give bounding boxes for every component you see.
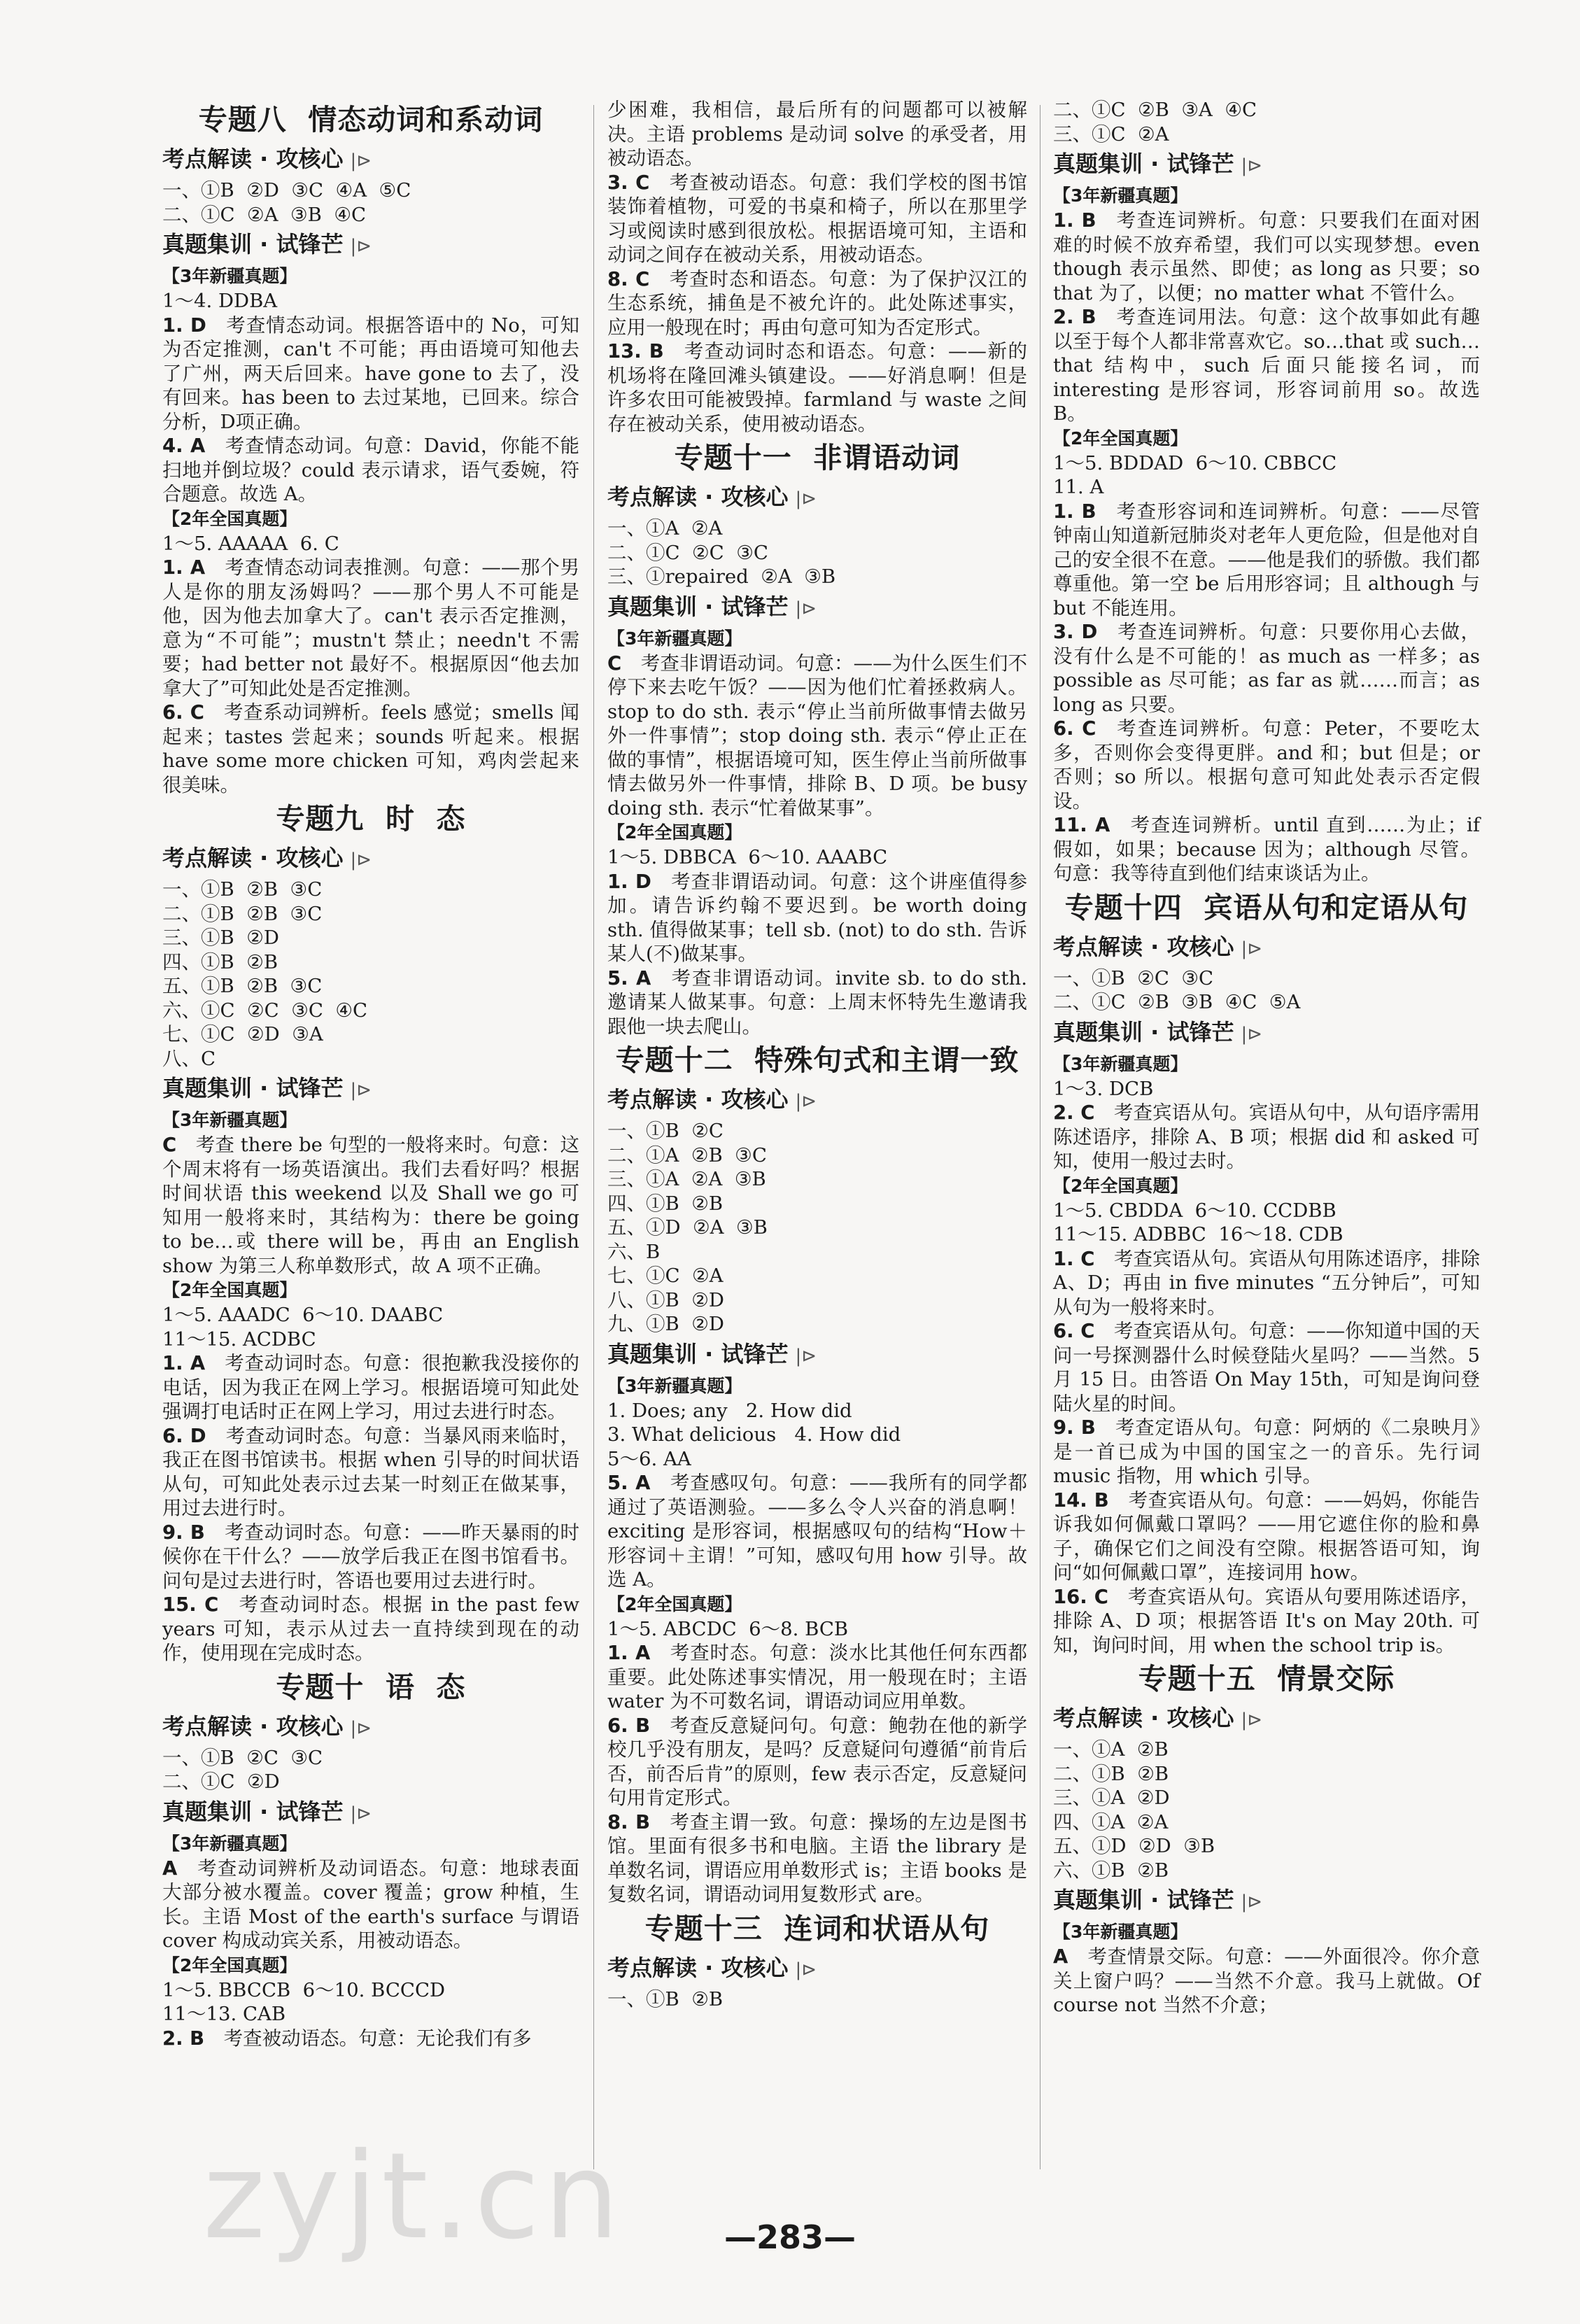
subsection-heading xyxy=(162,227,579,264)
source-tag: 【2年全国真题】 xyxy=(162,1280,297,1300)
explanation-text: 考查连词辨析。until 直到……为止；if 假如，如果；because 因为；although 尽管。句意：我等待直到他们结束谈话为止。 xyxy=(1053,814,1481,885)
explanation-item xyxy=(607,171,1027,267)
explanation-text: 考查宾语从句。句意：——你知道中国的天问一号探测器什么时候登陆火星吗？——当然。5 月 15 日。由答语 On May 15th，可知是询问登陆火星的时间。 xyxy=(1053,1320,1480,1415)
arrow-marker-icon: |⊳ xyxy=(1241,1023,1262,1045)
explanation-text: 考查感叹句。句意：——我所有的同学都通过了英语测验。——多么令人兴奋的消息啊！exciting 是形容词，根据感叹句的结构“How＋形容词＋主谓！”可知，感叹句用 how 引导。故选 A。 xyxy=(607,1472,1027,1591)
explanation-text: 考查定语从句。句意：阿炳的《二泉映月》是一首已成为中国的国宝之一的音乐。先行词 music 指物，用 which 引导。 xyxy=(1053,1416,1481,1487)
answer-line: 1～5. BBCCB 6～10. BCCCD xyxy=(162,1978,446,2001)
explanation-item xyxy=(162,1133,579,1278)
answer-line: 一、①B ②B xyxy=(607,1987,724,2010)
explanation-item xyxy=(162,1593,579,1665)
item-number: 16. C xyxy=(1053,1585,1108,1608)
answer-line: 三、①B ②D xyxy=(162,927,279,949)
answer-line: 七、①C ②D ③A xyxy=(162,1023,323,1045)
source-tag: 【3年新疆真题】 xyxy=(162,1833,297,1854)
item-number: 1. C xyxy=(1053,1247,1095,1270)
explanation-text: 考查动词时态。根据 in the past few years 可知，表示从过去一直持续到现在的动作，使用现在完成时态。 xyxy=(162,1593,579,1664)
explanation-text: 考查动词时态。句意：很抱歉我没接你的电话，因为我正在网上学习。根据语境可知此处强调打电话时正在网上学习，用过去进行时态。 xyxy=(162,1352,579,1423)
explanation-text: 少困难，我相信，最后所有的问题都可以被解决。主语 problems 是动词 solve 的承受者，用被动语态。 xyxy=(607,99,1027,169)
item-number: 6. C xyxy=(162,701,204,724)
answer-line: 二、①A ②B ③C xyxy=(607,1143,767,1167)
answer-line: 一、①A ②B xyxy=(1053,1738,1169,1761)
explanation-text: 考查连词用法。句意：这个故事如此有趣以至于每个人都非常喜欢它。so…that 或 such…that 结构中，such 后面只能接名词，而 interesting 是形容词，形容词前用 so。故选 B。 xyxy=(1053,306,1480,425)
subsection-heading xyxy=(162,1709,579,1746)
explanation-item xyxy=(1053,1101,1480,1174)
answer-line: 六、①C ②C ③C ④C xyxy=(162,999,368,1022)
explanation-item xyxy=(607,870,1027,966)
subsection-label: 考点解读 · 攻核心 xyxy=(607,484,789,510)
subsection-label: 考点解读 · 攻核心 xyxy=(607,1086,789,1113)
source-tag: 【2年全国真题】 xyxy=(1053,428,1188,449)
explanation-item xyxy=(162,2027,579,2051)
explanation-text: 考查动词时态和语态。句意：——新的机场将在隆回滩头镇建设。——好消息啊！但是许多农田可能被毁掉。farmland 与 waste 之间存在被动关系，使用被动语态。 xyxy=(607,340,1027,435)
explanation-text: 考查形容词和连词辨析。句意：——尽管钟南山知道新冠肺炎对老年人更危险，但是他对自己的安全很不在意。——他是我们的骄傲。我们都尊重他。第一空 be 后用形容词；且 although 与 but 不能连用。 xyxy=(1053,500,1480,619)
item-number: 11. A xyxy=(1053,814,1110,836)
answer-line: 八、C xyxy=(162,1047,216,1070)
explanation-text: 考查被动语态。句意：我们学校的图书馆装饰着植物，可爱的书桌和椅子，所以在那里学习或阅读时感到很放松。根据语境可知，主语和动词之间存在被动关系，用被动语态。 xyxy=(607,171,1027,266)
subsection-heading xyxy=(1053,1882,1480,1920)
item-number: 13. B xyxy=(607,340,664,362)
answer-line: 1～5. ABCDC 6～8. BCB xyxy=(607,1617,849,1640)
explanation-item xyxy=(1053,813,1480,886)
answer-line: 一、①B ②C ③C xyxy=(1053,966,1214,990)
source-tag: 【3年新疆真题】 xyxy=(1053,1053,1188,1074)
answer-line: 1～5. CBDDA 6～10. CCDBB xyxy=(1053,1199,1336,1222)
explanation-item xyxy=(162,1857,579,1953)
arrow-marker-icon: |⊳ xyxy=(795,1091,817,1112)
answer-line: 四、①B ②B xyxy=(607,1192,724,1215)
item-number: 9. B xyxy=(1053,1416,1096,1439)
subsection-heading xyxy=(1053,929,1480,966)
item-number: C xyxy=(162,1134,177,1156)
source-tag: 【3年新疆真题】 xyxy=(1053,1922,1188,1942)
explanation-item xyxy=(162,1521,579,1593)
answer-line: 五、①D ②A ③B xyxy=(607,1216,768,1239)
arrow-marker-icon: |⊳ xyxy=(350,236,372,257)
item-number: 2. B xyxy=(162,2027,205,2050)
explanation-text: 考查宾语从句。句意：——妈妈，你能告诉我如何佩戴口罩吗？——用它遮住你的脸和鼻子，确保它们之间没有空隙。根据答语可知，询问“如何佩戴口罩”，连接词用 how。 xyxy=(1053,1488,1480,1584)
explanation-text: 考查情态动词表推测。句意：——那个男人是你的朋友汤姆吗？——那个男人不可能是他，因为他去加拿大了。can't 表示否定推测，意为“不可能”；mustn't 禁止；needn't 不需要；had better not 最好不。根据原因“他去加拿大了”可知此处是否定推测。 xyxy=(162,556,579,700)
explanation-text: 考查宾语从句。宾语从句用陈述语序，排除 A、D；再由 in five minutes “五分钟后”，可知从句为一般将来时。 xyxy=(1053,1247,1480,1318)
explanation-item xyxy=(607,267,1027,340)
explanation-text: 考查被动语态。句意：无论我们有多 xyxy=(223,2027,532,2050)
subsection-heading xyxy=(607,1337,1027,1374)
explanation-item xyxy=(1053,620,1480,717)
answer-line: 二、①C ②D xyxy=(162,1770,280,1793)
item-number: 3. C xyxy=(607,171,650,194)
subsection-label: 考点解读 · 攻核心 xyxy=(1053,933,1234,960)
item-number: 1. D xyxy=(162,314,206,337)
explanation-item xyxy=(607,1641,1027,1714)
arrow-marker-icon: |⊳ xyxy=(1241,1892,1262,1913)
explanation-item xyxy=(607,1471,1027,1592)
item-number: 1. A xyxy=(607,1642,651,1664)
item-number: 2. C xyxy=(1053,1101,1095,1124)
source-tag: 【2年全国真题】 xyxy=(162,1955,297,1976)
section-title: 专题九 时 态 xyxy=(276,802,466,836)
item-number: 5. A xyxy=(607,1472,651,1494)
subsection-heading xyxy=(607,1950,1027,1987)
explanation-text: 考查情态动词。根据答语中的 No，可知为否定推测，can't 不可能；再由语境可知他去了广州，两天后回来。have gone to 去了，没有回来。has been to 去过某地，已回来。综合分析，D项正确。 xyxy=(162,314,580,433)
answer-line: 四、①B ②B xyxy=(162,950,278,973)
subsection-label: 真题集训 · 试锋芒 xyxy=(1053,1887,1234,1913)
explanation-text: 考查情景交际。句意：——外面很冷。你介意关上窗户吗？——当然不介意。我马上就做。Of course not 当然不介意； xyxy=(1053,1945,1480,2016)
answer-line: 四、①A ②A xyxy=(1053,1810,1169,1833)
item-number: 1. A xyxy=(162,556,206,579)
answer-line: 一、①B ②D ③C ④A ⑤C xyxy=(162,179,411,202)
answer-line: 11～13. CAB xyxy=(162,2003,286,2025)
item-number: 2. B xyxy=(1053,306,1096,328)
answer-line: 五、①D ②D ③B xyxy=(1053,1835,1215,1857)
explanation-item xyxy=(162,1351,579,1424)
subsection-heading xyxy=(162,1071,579,1108)
explanation-item xyxy=(1053,500,1480,621)
answer-line: 六、①B ②B xyxy=(1053,1859,1169,1882)
answer-line: 一、①B ②C ③C xyxy=(162,1746,323,1769)
column-divider xyxy=(593,105,594,2169)
subsection-label: 真题集训 · 试锋芒 xyxy=(1053,1018,1234,1045)
explanation-item xyxy=(1053,1319,1480,1416)
explanation-text: 考查连词辨析。句意：Peter，不要吃太多，否则你会变得更胖。and 和；but 但是；or 否则；so 所以。根据句意可知此处表示否定假设。 xyxy=(1053,717,1480,812)
answer-line: 1～5. DBBCA 6～10. AAABC xyxy=(607,846,888,868)
answer-line: 三、①A ②A ③B xyxy=(607,1168,766,1190)
answer-line: 六、B xyxy=(607,1240,661,1263)
explanation-text: 考查动词时态。句意：——昨天暴雨的时候你在干什么？——放学后我正在图书馆看书。问句是过去进行时，答语也要用过去进行时。 xyxy=(162,1521,579,1592)
source-tag: 【3年新疆真题】 xyxy=(162,266,297,286)
column-2 xyxy=(607,98,1027,2011)
source-tag: 【2年全国真题】 xyxy=(162,508,297,529)
page-number: —283— xyxy=(724,2218,856,2256)
answer-line: 1～5. AAAAA 6. C xyxy=(162,532,339,555)
arrow-marker-icon: |⊳ xyxy=(795,1959,817,1980)
explanation-text: 考查非谓语动词。句意：——为什么医生们不停下来去吃午饭？——因为他们忙着拯救病人。stop to do sth. 表示“停止当前所做事情去做另外一件事情”；stop doing sth. 表示“停止正在做的事情”，根据语境可知，医生停止当前所做事情去做另外一件事情，排除 B、D 项。be busy doing sth. 表示“忙着做某事”。 xyxy=(607,652,1027,819)
answer-line: 九、①B ②D xyxy=(607,1313,724,1335)
arrow-marker-icon: |⊳ xyxy=(350,850,372,871)
section-title: 专题十四 宾语从句和定语从句 xyxy=(1064,890,1469,924)
subsection-label: 真题集训 · 试锋芒 xyxy=(607,593,789,620)
subsection-heading xyxy=(607,589,1027,626)
explanation-item xyxy=(1053,717,1480,813)
arrow-marker-icon: |⊳ xyxy=(1241,1710,1262,1731)
item-number: 1. D xyxy=(607,870,651,893)
subsection-heading xyxy=(607,1082,1027,1119)
column-divider xyxy=(1040,105,1041,2169)
item-number: 9. B xyxy=(162,1521,205,1544)
section-title: 专题十五 情景交际 xyxy=(1138,1662,1395,1696)
answer-line: 1. Does; any 2. How did xyxy=(607,1399,852,1422)
answer-line: 11～15. ADBBC 16～18. CDB xyxy=(1053,1223,1343,1246)
arrow-marker-icon: |⊳ xyxy=(795,598,817,619)
arrow-marker-icon: |⊳ xyxy=(350,1080,372,1101)
item-number: 1. A xyxy=(162,1352,206,1374)
explanation-text: 考查 there be 句型的一般将来时。句意：这个周末将有一场英语演出。我们去看好吗？根据时间状语 this weekend 以及 Shall we go 可知用一般将来时，其结构为：there be going to be…或 there will be，再由 an English show 为第三人称单数形式，故 A 项不正确。 xyxy=(162,1134,579,1277)
item-number: A xyxy=(1053,1945,1068,1968)
explanation-text: 考查宾语从句。宾语从句要用陈述语序，排除 A、D 项；根据答语 It's on May 20th. 可知，询问时间，用 when the school trip is。 xyxy=(1053,1585,1480,1656)
explanation-item xyxy=(607,339,1027,436)
item-number: 4. A xyxy=(162,435,206,457)
subsection-label: 真题集训 · 试锋芒 xyxy=(607,1340,789,1367)
source-tag: 【3年新疆真题】 xyxy=(1053,185,1188,206)
explanation-item xyxy=(1053,1416,1480,1488)
answer-line: 二、①C ②A ③B ④C xyxy=(162,203,367,226)
subsection-label: 真题集训 · 试锋芒 xyxy=(1053,150,1234,177)
explanation-text: 考查连词辨析。句意：只要你用心去做，没有什么是不可能的！as much as 一样多；as possible as 尽可能；as far as 就……而言；as long as 只要。 xyxy=(1053,621,1480,716)
answer-line: 七、①C ②A xyxy=(607,1265,724,1287)
source-tag: 【2年全国真题】 xyxy=(1053,1175,1188,1196)
answer-line: 二、①C ②C ③C xyxy=(607,541,768,564)
answer-line: 三、①A ②D xyxy=(1053,1787,1170,1809)
item-number: 6. D xyxy=(162,1424,206,1447)
item-number: 6. C xyxy=(1053,717,1096,740)
section-title: 专题八 情态动词和系动词 xyxy=(198,103,544,136)
explanation-text: 考查系动词辨析。feels 感觉；smells 闻起来；tastes 尝起来；sounds 听起来。根据 have some more chicken 可知，鸡肉尝起来很美味。 xyxy=(162,701,579,796)
explanation-text: 考查非谓语动词。invite sb. to do sth. 邀请某人做某事。句意：上周末怀特先生邀请我跟他一块去爬山。 xyxy=(607,966,1027,1038)
item-number: 3. D xyxy=(1053,621,1098,643)
section-title: 专题十 语 态 xyxy=(276,1670,466,1704)
answer-line: 5～6. AA xyxy=(607,1447,691,1470)
answer-line: 五、①B ②B ③C xyxy=(162,975,323,997)
item-number: 8. C xyxy=(607,267,650,290)
subsection-heading xyxy=(1053,1700,1480,1738)
explanation-text: 考查动词辨析及动词语态。句意：地球表面大部分被水覆盖。cover 覆盖；grow 种植，生长。主语 Most of the earth's surface 与谓语 cover 构成动宾关系，用被动语态。 xyxy=(162,1857,579,1952)
answer-line: 一、①B ②B ③C xyxy=(162,878,323,901)
explanation-text: 考查非谓语动词。句意：这个讲座值得参加。请告诉约翰不要迟到。be worth doing sth. 值得做某事；tell sb. (not) to do sth. 告诉某人(不)做某事。 xyxy=(607,870,1028,965)
explanation-item xyxy=(162,1424,579,1521)
subsection-label: 真题集训 · 试锋芒 xyxy=(162,231,344,258)
item-number: 5. A xyxy=(607,966,651,990)
column-3 xyxy=(1053,98,1480,2017)
source-tag: 【3年新疆真题】 xyxy=(607,628,742,649)
answer-line: 11～15. ACDBC xyxy=(162,1328,316,1351)
explanation-text: 考查时态和语态。句意：为了保护汉江的生态系统，捕鱼是不被允许的。此处陈述事实，应用一般现在时；再由句意可知为否定形式。 xyxy=(607,267,1027,339)
explanation-item xyxy=(162,556,579,700)
source-tag: 【3年新疆真题】 xyxy=(607,1375,742,1396)
subsection-label: 考点解读 · 攻核心 xyxy=(607,1954,789,1981)
subsection-label: 真题集训 · 试锋芒 xyxy=(162,1798,344,1825)
arrow-marker-icon: |⊳ xyxy=(1241,155,1262,176)
arrow-marker-icon: |⊳ xyxy=(795,1345,817,1367)
explanation-text: 考查连词辨析。句意：只要我们在面对困难的时候不放弃希望，我们可以实现梦想。even though 表示虽然、即使；as long as 只要；so that 为了，以便；no matter what 不管什么。 xyxy=(1053,209,1480,304)
explanation-text: 考查主谓一致。句意：操场的左边是图书馆。里面有很多书和电脑。主语 the library 是单数名词，谓语应用单数形式 is；主语 books 是复数名词，谓语动词用复数形式 are。 xyxy=(607,1810,1027,1906)
subsection-label: 考点解读 · 攻核心 xyxy=(162,1712,344,1740)
explanation-item xyxy=(1053,1247,1480,1320)
section-title: 专题十一 非谓语动词 xyxy=(674,441,961,474)
column-1 xyxy=(162,98,579,2050)
answer-line: 二、①B ②B ③C xyxy=(162,902,323,925)
answer-line: 1～3. DCB xyxy=(1053,1077,1154,1100)
arrow-marker-icon: |⊳ xyxy=(350,1717,372,1739)
answer-line: 八、①B ②D xyxy=(607,1288,724,1311)
subsection-heading xyxy=(1053,146,1480,183)
arrow-marker-icon: |⊳ xyxy=(1241,938,1262,959)
watermark: zyjt.cn xyxy=(203,2127,623,2266)
source-tag: 【2年全国真题】 xyxy=(607,822,742,843)
explanation-item xyxy=(162,700,579,797)
item-number: 1. B xyxy=(1053,209,1096,232)
explanation-item xyxy=(607,98,1027,171)
arrow-marker-icon: |⊳ xyxy=(795,488,817,509)
item-number: 8. B xyxy=(607,1810,651,1833)
item-number: 6. B xyxy=(607,1714,651,1737)
answer-line: 1～4. DDBA xyxy=(162,290,278,312)
answer-line: 1～5. BDDAD 6～10. CBBCC xyxy=(1053,451,1337,474)
source-tag: 【3年新疆真题】 xyxy=(162,1110,297,1130)
subsection-label: 考点解读 · 攻核心 xyxy=(1053,1705,1234,1731)
item-number: A xyxy=(162,1857,178,1880)
subsection-heading xyxy=(1053,1015,1480,1052)
explanation-text: 考查反意疑问句。句意：鲍勃在他的新学校几乎没有朋友，是吗？反意疑问句遵循“前肯后否，前否后肯”的原则，few 表示否定，反意疑问句用肯定形式。 xyxy=(607,1714,1027,1809)
answer-line: 11. A xyxy=(1053,476,1104,498)
section-title: 专题十二 特殊句式和主谓一致 xyxy=(615,1043,1020,1077)
subsection-heading xyxy=(162,840,579,878)
item-number: C xyxy=(607,652,622,675)
explanation-item xyxy=(162,314,579,435)
subsection-label: 考点解读 · 攻核心 xyxy=(162,146,344,172)
explanation-item xyxy=(607,966,1027,1039)
answer-line: 二、①C ②B ③A ④C xyxy=(1053,99,1257,121)
subsection-heading xyxy=(162,1794,579,1831)
answer-line: 三、①repaired ②A ③B xyxy=(607,565,836,588)
arrow-marker-icon: |⊳ xyxy=(350,1803,372,1824)
answer-line: 3. What delicious 4. How did xyxy=(607,1423,901,1446)
explanation-item xyxy=(607,1714,1027,1810)
arrow-marker-icon: |⊳ xyxy=(350,150,372,171)
subsection-label: 考点解读 · 攻核心 xyxy=(162,845,344,871)
item-number: 15. C xyxy=(162,1593,219,1616)
answer-line: 1～5. AAADC 6～10. DAABC xyxy=(162,1304,444,1326)
item-number: 14. B xyxy=(1053,1488,1109,1512)
answer-line: 二、①B ②B xyxy=(1053,1762,1169,1785)
explanation-item xyxy=(1053,305,1480,426)
source-tag: 【2年全国真题】 xyxy=(607,1593,742,1614)
explanation-item xyxy=(1053,1488,1480,1585)
answer-line: 一、①A ②A xyxy=(607,517,723,540)
section-title: 专题十三 连词和状语从句 xyxy=(644,1911,990,1945)
explanation-text: 考查动词时态。句意：当暴风雨来临时，我正在图书馆读书。根据 when 引导的时间状语从句，可知此处表示过去某一时刻正在做某事，用过去进行时。 xyxy=(162,1424,580,1519)
subsection-heading xyxy=(162,141,579,178)
subsection-label: 真题集训 · 试锋芒 xyxy=(162,1075,344,1101)
explanation-item xyxy=(162,434,579,507)
answer-line: 一、①B ②C xyxy=(607,1120,724,1142)
explanation-text: 考查情态动词。句意：David，你能不能扫地并倒垃圾？could 表示请求，语气委婉，符合题意。故选 A。 xyxy=(162,435,579,505)
explanation-item xyxy=(607,652,1027,821)
explanation-text: 考查宾语从句。宾语从句中，从句语序需用陈述语序，排除 A、B 项；根据 did 和 asked 可知，使用一般过去时。 xyxy=(1053,1101,1480,1172)
explanation-text: 考查时态。句意：淡水比其他任何东西都重要。此处陈述事实情况，用一般现在时；主语 water 为不可数名词，谓语动词应用单数。 xyxy=(607,1642,1027,1712)
explanation-item xyxy=(1053,209,1480,305)
explanation-item xyxy=(1053,1945,1480,2017)
explanation-item xyxy=(1053,1585,1480,1658)
explanation-item xyxy=(607,1810,1027,1907)
answer-line: 二、①C ②B ③B ④C ⑤A xyxy=(1053,991,1301,1013)
answer-line: 三、①C ②A xyxy=(1053,122,1169,146)
subsection-heading xyxy=(607,479,1027,516)
item-number: 1. B xyxy=(1053,500,1096,523)
item-number: 6. C xyxy=(1053,1320,1095,1342)
